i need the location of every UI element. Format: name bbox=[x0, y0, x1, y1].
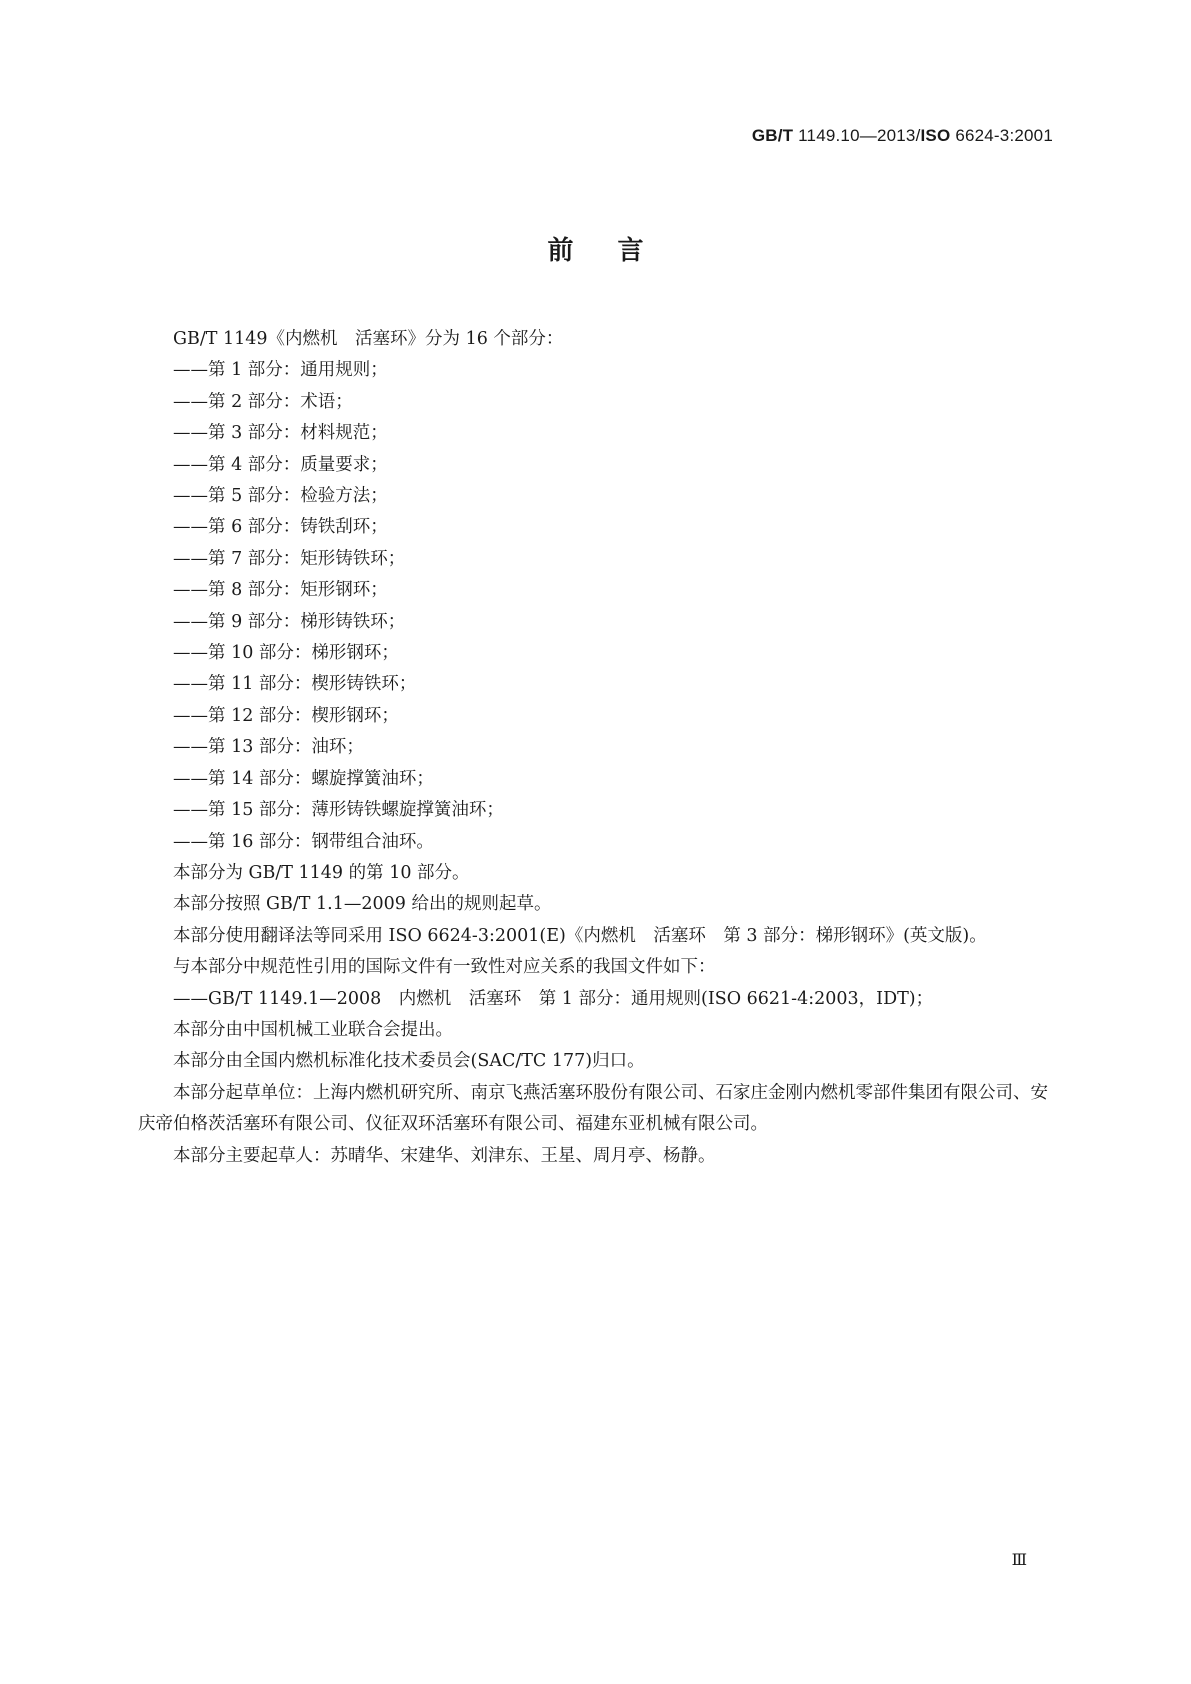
paragraph-drafting-units: 本部分起草单位：上海内燃机研究所、南京飞燕活塞环股份有限公司、石家庄金刚内燃机零部件集团有限公司、安庆帝伯格茨活塞环有限公司、仪征双环活塞环有限公司、福建东亚机械有限公司。 bbox=[138, 1082, 1048, 1135]
std-number: 1149.10—2013/ bbox=[793, 126, 921, 145]
part-item: ——第 9 部分：梯形铸铁环； bbox=[173, 611, 406, 632]
part-item: ——第 14 部分：螺旋撑簧油环； bbox=[173, 768, 434, 789]
part-item: ——第 4 部分：质量要求； bbox=[173, 454, 388, 475]
foreword-body bbox=[138, 324, 1056, 1172]
part-item: ——第 15 部分：薄形铸铁螺旋撑簧油环； bbox=[173, 800, 504, 821]
part-item: ——第 3 部分：材料规范； bbox=[173, 423, 388, 444]
part-item: ——第 11 部分：楔形铸铁环； bbox=[173, 674, 417, 695]
part-item: ——第 16 部分：钢带组合油环。 bbox=[173, 831, 434, 852]
paragraph-proposer: 本部分由中国机械工业联合会提出。 bbox=[173, 1019, 453, 1040]
std-prefix: GB/T bbox=[751, 126, 794, 145]
part-item: ——第 7 部分：矩形铸铁环； bbox=[173, 548, 406, 569]
part-item: ——第 2 部分：术语； bbox=[173, 391, 353, 412]
paragraph-correspondence: 与本部分中规范性引用的国际文件有一致性对应关系的我国文件如下： bbox=[173, 957, 716, 978]
part-item: ——第 12 部分：楔形钢环； bbox=[173, 705, 399, 726]
correspondence-item: ——GB/T 1149.1—2008 内燃机 活塞环 第 1 部分：通用规则(ISO 6621-4:2003，IDT)； bbox=[173, 988, 934, 1009]
intro-paragraph: GB/T 1149《内燃机 活塞环》分为 16 个部分： bbox=[173, 329, 564, 349]
paragraph-drafters: 本部分主要起草人：苏晴华、宋建华、刘津东、王星、周月亭、杨静。 bbox=[173, 1145, 716, 1166]
paragraph-committee: 本部分由全国内燃机标准化技术委员会(SAC/TC 177)归口。 bbox=[173, 1051, 645, 1072]
paragraph-drafting-rules: 本部分按照 GB/T 1.1—2009 给出的规则起草。 bbox=[173, 894, 552, 915]
part-item: ——第 5 部分：检验方法； bbox=[173, 486, 388, 507]
page-number: Ⅲ bbox=[1011, 1552, 1027, 1569]
part-item: ——第 8 部分：矩形钢环； bbox=[173, 580, 388, 601]
paragraph-adoption: 本部分使用翻译法等同采用 ISO 6624-3:2001(E)《内燃机 活塞环 第 3 部分：梯形钢环》(英文版)。 bbox=[173, 925, 987, 946]
standard-header bbox=[752, 126, 1053, 146]
part-item: ——第 10 部分：梯形钢环； bbox=[173, 643, 399, 664]
iso-prefix: ISO bbox=[920, 126, 951, 145]
part-item: ——第 6 部分：铸铁刮环； bbox=[173, 517, 388, 538]
part-item: ——第 1 部分：通用规则； bbox=[173, 360, 388, 381]
part-item: ——第 13 部分：油环； bbox=[173, 737, 364, 758]
iso-number: 6624-3:2001 bbox=[950, 126, 1053, 145]
page-title: 前言 bbox=[547, 236, 688, 266]
paragraph-part-number: 本部分为 GB/T 1149 的第 10 部分。 bbox=[173, 862, 470, 883]
